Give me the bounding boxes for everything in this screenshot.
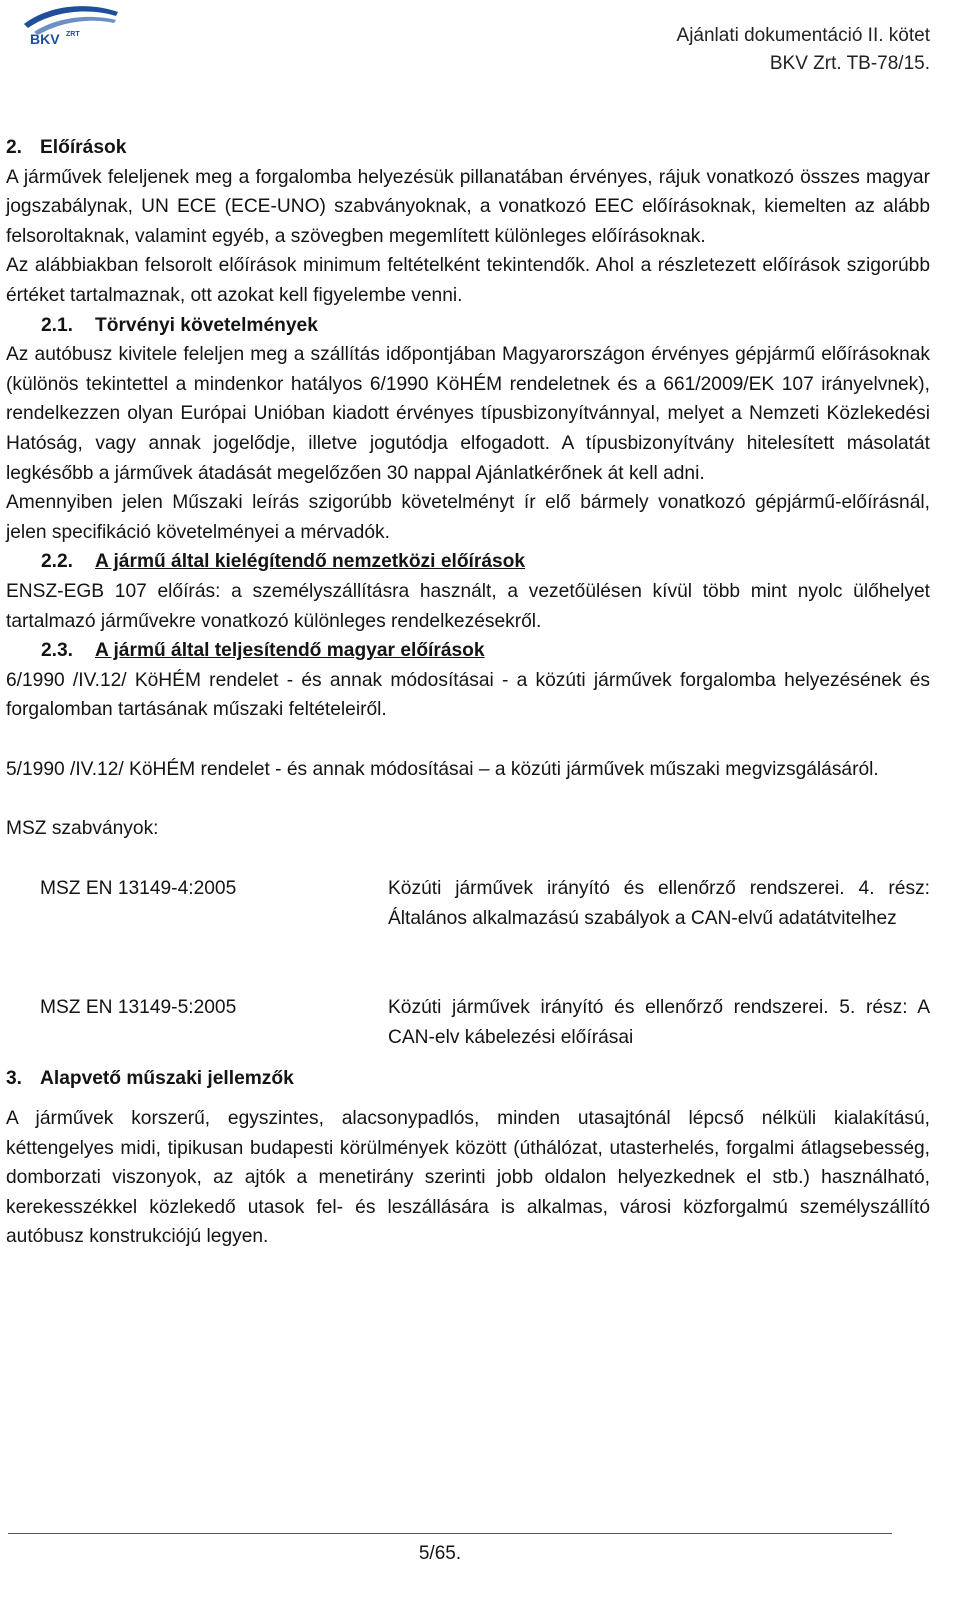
- doc-title: Ajánlati dokumentáció II. kötet: [676, 25, 930, 46]
- section-2-number: 2.: [6, 137, 23, 158]
- section-3-paragraph-1: A járművek korszerű, egyszintes, alacsonypadlós, minden utasajtónál lépcső nélküli kialakítású, kéttengelyes midi, tipikusan budapesti körülmények között (úthálózat, utasterhelés, forgalmi átlagsebesség, domborzati viszonyok, az ajtók a menetirány szerinti jobb oldalon helyezkednek el stb.) használható, kerekesszékkel közlekedő utasok fel- és leszállására is alkalmas, városi közforgalmú személyszállító autóbusz konstrukciójú legyen.: [6, 1108, 930, 1248]
- doc-reference: BKV Zrt. TB-78/15.: [769, 53, 930, 74]
- page-header: [677, 22, 930, 78]
- svg-text:ZRT: ZRT: [66, 31, 80, 38]
- standard-row: [40, 993, 930, 1052]
- section-2-1-heading: [6, 311, 930, 341]
- svg-text:BKV: BKV: [30, 31, 60, 47]
- footer-divider: [8, 1533, 892, 1534]
- section-2-heading: [6, 133, 930, 163]
- section-2-2-paragraph-1: ENSZ-EGB 107 előírás: a személyszállításra használt, a vezetőülésen kívül több mint nyolc ülőhelyet tartalmazó járművekre vonatkozó különleges rendelkezésekről.: [6, 580, 930, 632]
- section-2-paragraph-1: A járművek feleljenek meg a forgalomba helyezésük pillanatában érvényes, rájuk vonatkozó összes magyar jogszabálynak, UN ECE (ECE-UNO) szabványoknak, a vonatkozó EEC előírásoknak, kiemelten az alább felsoroltaknak, valamint egyéb, a szövegben megemlített különleges előírásoknak.: [6, 166, 930, 247]
- section-3-number: 3.: [6, 1068, 23, 1090]
- section-2-1-paragraph-1: Az autóbusz kivitele feleljen meg a szállítás időpontjában Magyarországon érvényes gépjármű előírásoknak (különös tekintettel a mindenkor hatályos 6/1990 KöHÉM rendeletnek és a 661/2009/EK 107 irányelvnek), rendelkezzen olyan Európai Unióban kiadott érvényes típusbizonyítvánnyal, melyet a Nemzeti Közlekedési Hatóság, vagy annak jogelődje, illetve jogutódja elfogadott. A típusbizonyítvány hitelesített másolatát legkésőbb a járművek átadását megelőzően 30 nappal Ajánlatkérőnek át kell adni.: [6, 344, 930, 484]
- standard-code: MSZ EN 13149-4:2005: [40, 878, 237, 900]
- section-3-title: Alapvető műszaki jellemzők: [40, 1068, 294, 1090]
- section-2-2-title: A jármű által kielégítendő nemzetközi előírások: [95, 551, 526, 573]
- section-2-2-heading: [6, 547, 930, 577]
- section-2-1-number: 2.1.: [41, 314, 74, 336]
- section-2-3-paragraph-2: 5/1990 /IV.12/ KöHÉM rendelet - és annak módosításai – a közúti járművek műszaki megvizsgálásáról.: [6, 758, 879, 780]
- page-number: 5/65.: [418, 1543, 462, 1564]
- standard-code: MSZ EN 13149-5:2005: [40, 997, 237, 1019]
- section-2-title: Előírások: [40, 137, 127, 158]
- section-2-1-paragraph-2: Amennyiben jelen Műszaki leírás szigorúbb követelményt ír elő bármely vonatkozó gépjármű-előírásnál, jelen specifikáció követelményei a mérvadók.: [6, 492, 930, 543]
- section-2-3-paragraph-1: 6/1990 /IV.12/ KöHÉM rendelet - és annak módosításai - a közúti járművek forgalomba helyezésének és forgalomban tartásának műszaki feltételeiről.: [6, 669, 930, 721]
- section-2-3-number: 2.3.: [41, 640, 74, 662]
- section-2-2-number: 2.2.: [41, 551, 74, 573]
- section-2-3-heading: [6, 636, 930, 666]
- standard-description: Közúti járművek irányító és ellenőrző rendszerei. 4. rész: Általános alkalmazású szabályok a CAN-elvű adatátvitelhez: [388, 878, 930, 929]
- section-3-heading: [6, 1064, 930, 1094]
- msz-standards-label: MSZ szabványok:: [6, 818, 159, 840]
- section-2-paragraph-2: Az alábbiakban felsorolt előírások minimum feltételként tekintendők. Ahol a részletezett előírások szigorúbb értéket tartalmaznak, ott azokat kell figyelembe venni.: [6, 255, 930, 306]
- bkv-logo: [20, 2, 120, 48]
- section-2-3-title: A jármű által teljesítendő magyar előírások: [95, 640, 485, 662]
- standard-description: Közúti járművek irányító és ellenőrző rendszerei. 5. rész: A CAN-elv kábelezési előírásai: [388, 997, 930, 1048]
- standard-row: [40, 874, 930, 933]
- document-body: [6, 133, 930, 1252]
- section-2-1-title: Törvényi követelmények: [95, 314, 318, 336]
